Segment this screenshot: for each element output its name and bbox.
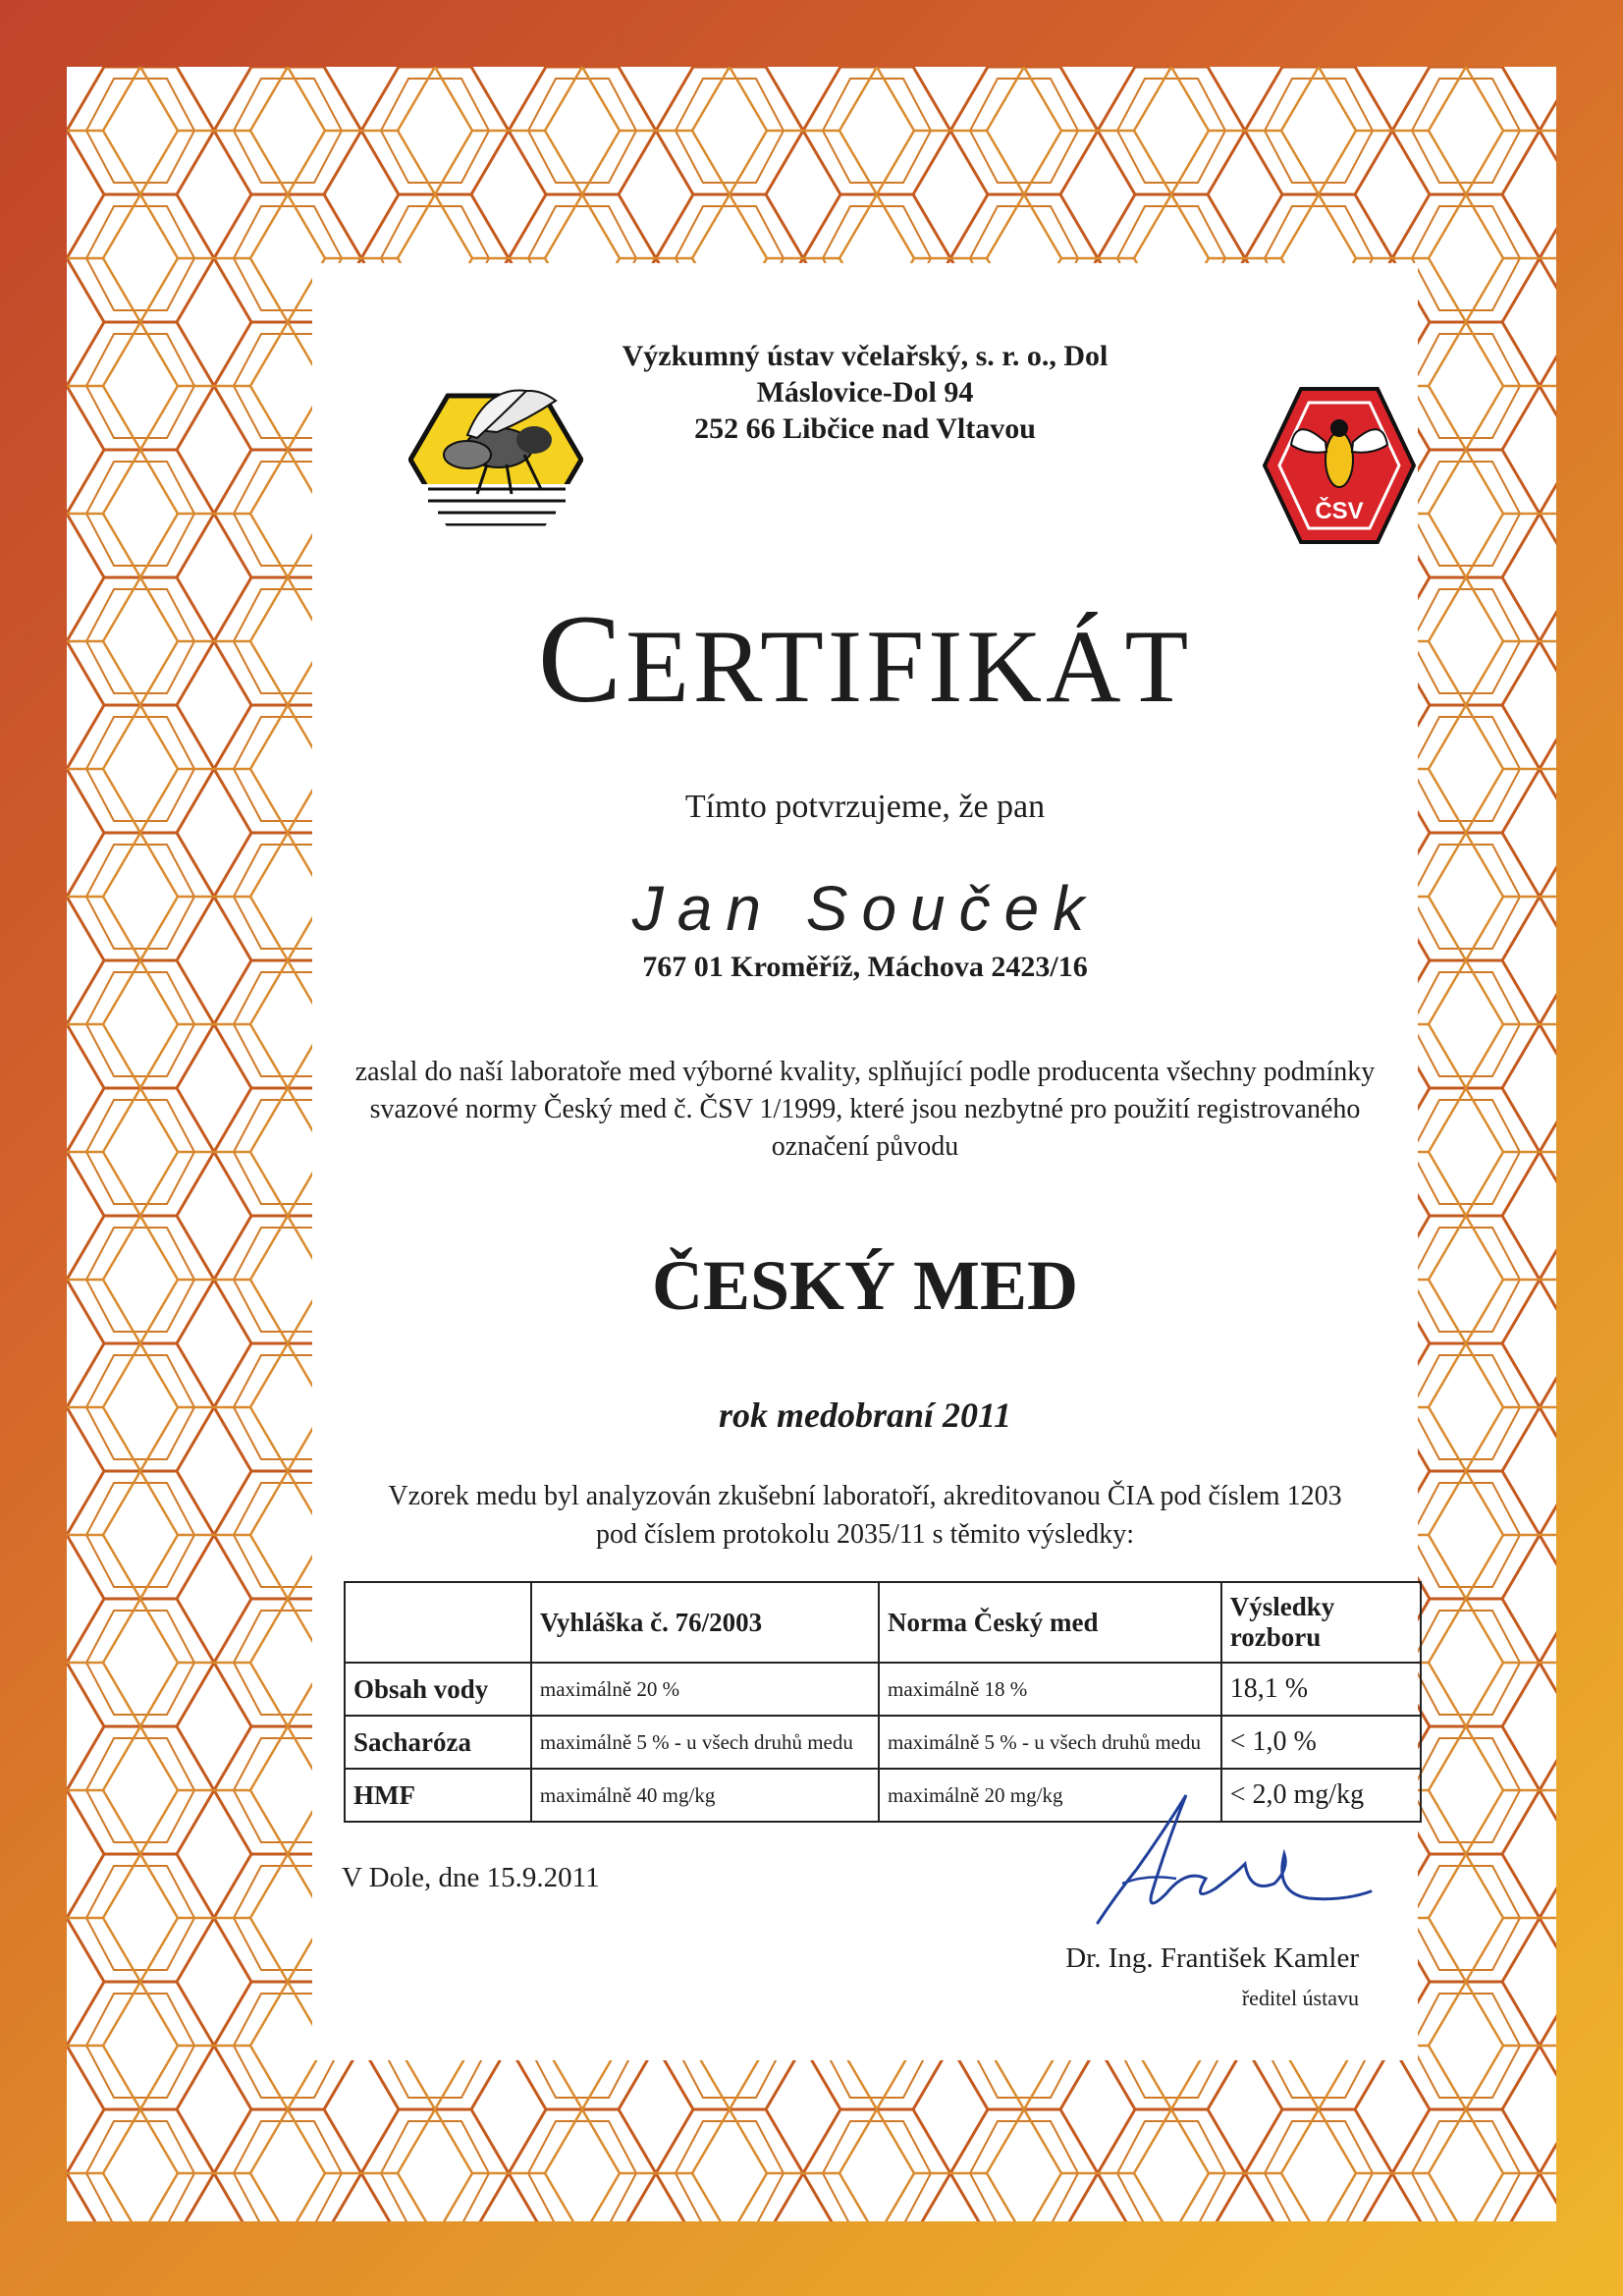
row-parameter: Obsah vody (345, 1663, 531, 1716)
sample-note-line1: Vzorek medu byl analyzován zkušební laboratoří, akreditovanou ČIA pod číslem 1203 (388, 1481, 1342, 1511)
issuer-block (312, 338, 1418, 447)
statement-text: zaslal do naší laboratoře med výborné kvality, splňující podle producenta všechny podmínky svazové normy Český med č. ČSV 1/1999, které jsou nezbytné pro použití registrovaného označení původu (354, 1057, 1376, 1162)
table-header-result: Výsledky rozboru (1221, 1582, 1421, 1663)
table-row (345, 1663, 1421, 1716)
table-header-decree: Vyhláška č. 76/2003 (531, 1582, 879, 1663)
title-initial: C (537, 589, 626, 729)
recipient-address: 767 01 Kroměříž, Máchova 2423/16 (642, 951, 1088, 983)
intro-text: Tímto potvrzujeme, že pan (684, 789, 1046, 825)
table-header-norm: Norma Český med (879, 1582, 1221, 1663)
issuer-street: Máslovice-Dol 94 (756, 376, 974, 409)
issuer-name: Výzkumný ústav včelařský, s. r. o., Dol (622, 340, 1109, 372)
recipient-name: Jan Souček (631, 873, 1099, 944)
certificate-title (312, 587, 1418, 732)
row-decree: maximálně 20 % (531, 1663, 879, 1716)
csv-logo-text: ČSV (1315, 498, 1364, 524)
row-decree: maximálně 40 mg/kg (531, 1769, 879, 1822)
product-name: ČESKÝ MED (651, 1246, 1079, 1325)
table-row (345, 1716, 1421, 1769)
row-parameter: HMF (345, 1769, 531, 1822)
row-result: < 2,0 mg/kg (1221, 1769, 1421, 1822)
csv-logo-icon (1262, 381, 1417, 550)
row-decree: maximálně 5 % - u všech druhů medu (531, 1716, 879, 1769)
issuer-city: 252 66 Libčice nad Vltavou (694, 412, 1036, 445)
table-header-row (345, 1582, 1421, 1663)
title-rest: ERTIFIKÁT (625, 609, 1193, 724)
row-norm: maximálně 5 % - u všech druhů medu (879, 1716, 1221, 1769)
row-norm: maximálně 18 % (879, 1663, 1221, 1716)
table-header-empty (345, 1582, 531, 1663)
signer-name: Dr. Ing. František Kamler (1065, 1942, 1359, 1974)
signer-role: ředitel ústavu (1241, 1986, 1359, 2010)
honeycomb-frame (67, 67, 1556, 2221)
row-result: 18,1 % (1221, 1663, 1421, 1716)
sample-note (332, 1477, 1398, 1554)
signature-icon (1078, 1776, 1373, 1942)
row-norm: maximálně 20 mg/kg (879, 1769, 1221, 1822)
row-parameter: Sacharóza (345, 1716, 531, 1769)
sample-note-line2: pod číslem protokolu 2035/11 s těmito výsledky: (595, 1519, 1135, 1550)
place-date: V Dole, dne 15.9.2011 (342, 1862, 600, 1893)
row-result: < 1,0 % (1221, 1716, 1421, 1769)
harvest-year: rok medobraní 2011 (718, 1395, 1012, 1435)
certificate-body (312, 263, 1418, 2060)
